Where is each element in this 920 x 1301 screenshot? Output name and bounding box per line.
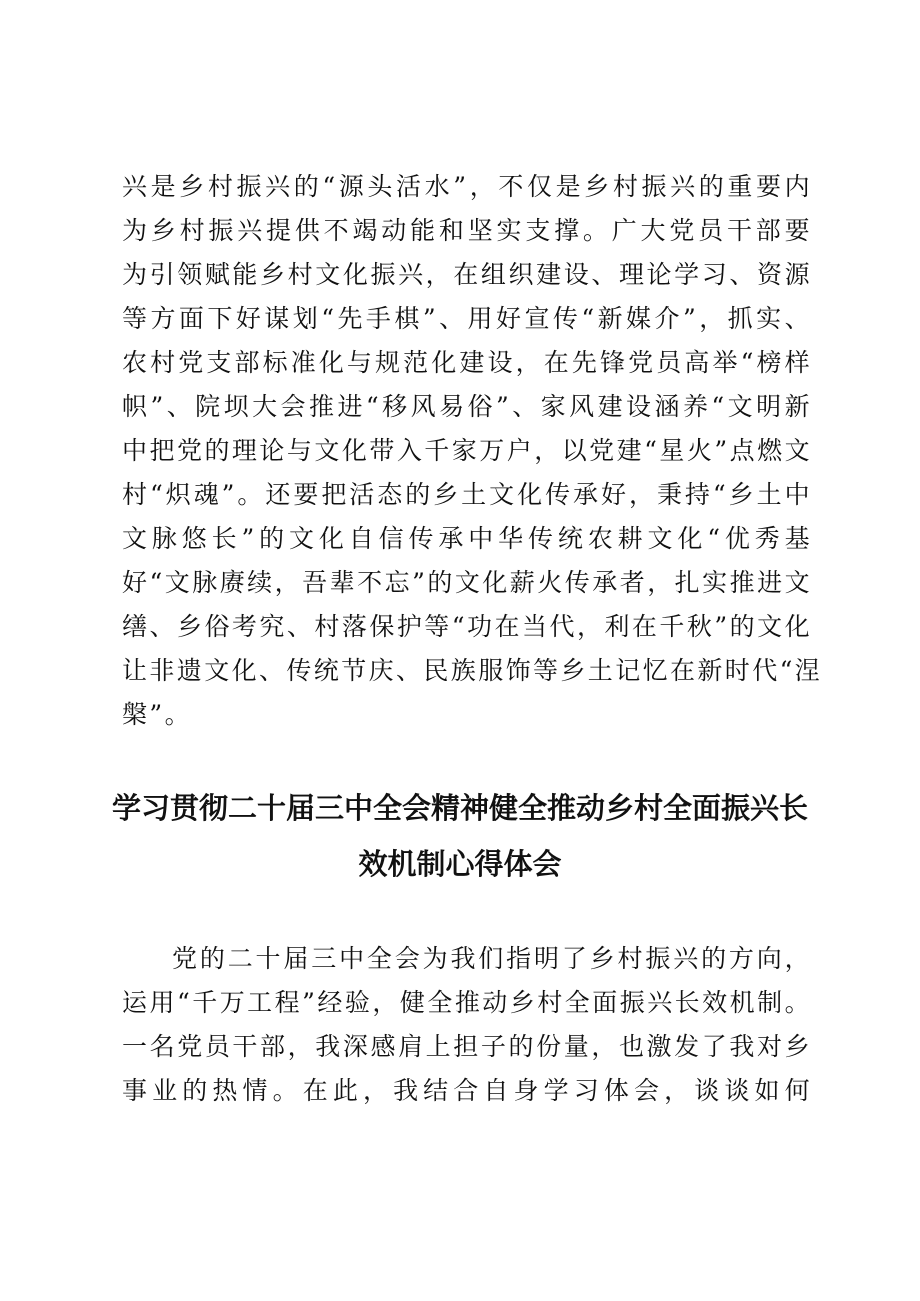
paragraph-1-line-6: 帜”、院坝大会推进“移风易俗”、家风建设涵养“文明新: [122, 392, 812, 421]
paragraph-2-line-1: 党的二十届三中全会为我们指明了乡村振兴的方向，: [172, 944, 812, 973]
paragraph-1-line-9: 文脉悠长”的文化自信传承中华传统农耕文化“优秀基: [122, 524, 812, 553]
paragraph-1-line-5: 农村党支部标准化与规范化建设，在先锋党员高举“榜样: [122, 348, 812, 377]
paragraph-1-line-4: 等方面下好谋划“先手棋”、用好宣传“新媒介”，抓实、: [122, 304, 812, 333]
paragraph-1-line-11: 缮、乡俗考究、村落保护等“功在当代，利在千秋”的文化: [122, 612, 812, 641]
heading-line-1: 学习贯彻二十届三中全会精神健全推动乡村全面振兴长: [111, 791, 808, 825]
paragraph-1-line-1: 兴是乡村振兴的“源头活水”，不仅是乡村振兴的重要内: [122, 172, 812, 201]
paragraph-2-line-2: 运用“千万工程”经验，健全推动乡村全面振兴长效机制。: [122, 988, 812, 1017]
paragraph-1-line-3: 为引领赋能乡村文化振兴，在组织建设、理论学习、资源: [122, 260, 812, 289]
paragraph-2-line-4: 事业的热情。在此，我结合自身学习体会，谈谈如何: [122, 1076, 812, 1105]
paragraph-1-line-12: 让非遗文化、传统节庆、民族服饰等乡土记忆在新时代“涅: [122, 656, 823, 685]
paragraph-1-line-8: 村“炽魂”。还要把活态的乡土文化传承好，秉持“乡土中: [122, 480, 812, 509]
paragraph-1-line-2: 为乡村振兴提供不竭动能和坚实支撑。广大党员干部要: [122, 216, 812, 245]
heading-line-2: 效机制心得体会: [358, 847, 562, 881]
paragraph-2-line-3: 一名党员干部，我深感肩上担子的份量，也激发了我对乡: [122, 1032, 812, 1061]
paragraph-1-line-13: 槃”。: [122, 700, 192, 729]
paragraph-1-line-10: 好“文脉赓续，吾辈不忘”的文化薪火传承者，扎实推进文: [122, 568, 812, 597]
paragraph-1-line-7: 中把党的理论与文化带入千家万户，以党建“星火”点燃文: [122, 436, 812, 465]
